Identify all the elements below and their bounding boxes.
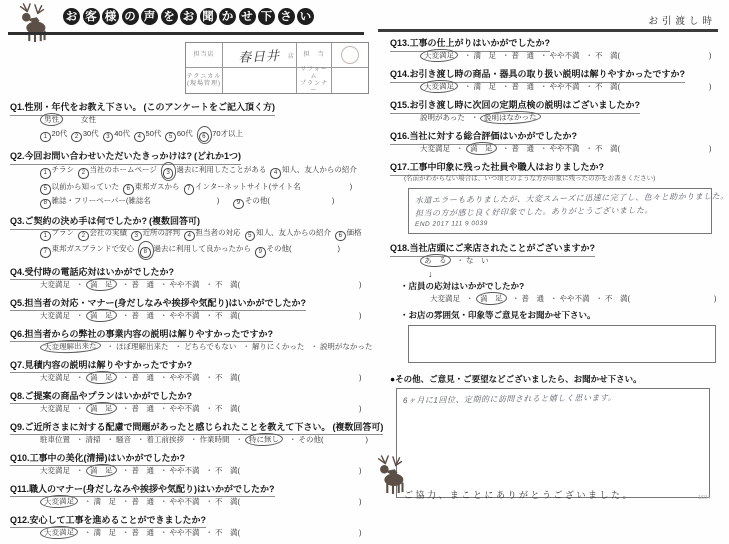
option-separator: ・ bbox=[160, 496, 168, 506]
option-separator: ・ bbox=[540, 82, 548, 91]
options-line bbox=[40, 309, 364, 322]
options-line bbox=[420, 142, 718, 155]
option-separator: ・ bbox=[122, 372, 130, 382]
planner-cell: リフォーム プランナー bbox=[297, 68, 332, 93]
option-separator: ・ bbox=[160, 403, 168, 413]
option: 1 20代 bbox=[40, 129, 67, 138]
option-separator: ・ bbox=[464, 82, 472, 91]
option: 満 足 bbox=[93, 527, 116, 537]
option: 大変満足 bbox=[420, 48, 458, 62]
option-separator: ・ bbox=[512, 294, 520, 303]
option: 不 満( bbox=[215, 496, 240, 506]
option: 満 足 bbox=[85, 370, 116, 384]
option-separator: ・ bbox=[310, 341, 318, 351]
option-separator: ・ bbox=[585, 51, 593, 60]
option-separator: ・ bbox=[540, 51, 548, 60]
staff-name-cell bbox=[223, 43, 297, 68]
option: 普 通 bbox=[511, 144, 534, 153]
option: 2 会社の実績 bbox=[78, 228, 127, 237]
option-separator: ・ bbox=[205, 496, 213, 506]
question-q2: Q2.今回お問い合わせいただいたきっかけは? (どれか1つ) 1 チラシ 2 当社のホームページ 3 過去に利用したことがある 4 知人、友人からの紹介 5 以前から知っていた 6 東邦ガスから 7 インターネットサイト(サイト名 ) 8 雑誌・フリーペーパー(雑誌名 ) 9 その他( ) bbox=[10, 149, 364, 209]
option: ) bbox=[337, 244, 340, 254]
option-separator: ・ bbox=[502, 82, 510, 91]
option: 普 通 bbox=[131, 372, 154, 382]
option: 大変満足 bbox=[40, 372, 70, 382]
option: 大変満足 bbox=[420, 79, 458, 93]
staff-col3-header: 担 当 bbox=[297, 43, 332, 68]
option-separator: ・ bbox=[205, 465, 213, 475]
option: ) bbox=[709, 51, 712, 60]
option: やや不満 bbox=[559, 294, 590, 303]
option-separator: ・ bbox=[235, 434, 243, 444]
option: 不 満( bbox=[215, 279, 240, 289]
option: 2 30代 bbox=[71, 129, 98, 138]
impression-comment-box bbox=[408, 188, 729, 234]
option-separator: ・ bbox=[122, 527, 130, 537]
question-q8: Q8.ご提案の商品やプランはいかがでしたか? 大変満足 ・ 満 足 ・ 普 通 ・ やや不満 ・ 不 満( ) bbox=[10, 389, 364, 415]
circled-number-icon: 1 bbox=[40, 231, 51, 242]
thanks-footer: ご協力、まことにありがとうございました。 bbox=[404, 490, 635, 500]
option: 説明はなかった bbox=[480, 110, 541, 125]
option-separator: ・ bbox=[137, 434, 145, 444]
option: やや不満 bbox=[169, 279, 200, 289]
option: 大変満足 bbox=[40, 465, 70, 475]
circled-number-icon: 3 bbox=[131, 231, 142, 242]
option-separator: ・ bbox=[464, 51, 472, 60]
option: 9 その他( bbox=[255, 244, 292, 253]
options-line bbox=[40, 340, 373, 353]
title-circle: さ bbox=[278, 8, 295, 25]
option-separator: ・ bbox=[76, 372, 84, 382]
option: 普 通 bbox=[131, 465, 154, 475]
option: やや不満 bbox=[169, 527, 200, 537]
technical-cell: テクニカル (現場管理) bbox=[186, 68, 223, 93]
hand-circle-mark bbox=[138, 241, 154, 259]
option: 普 通 bbox=[131, 310, 154, 320]
option-separator: ・ bbox=[502, 51, 510, 60]
title-circle: い bbox=[297, 8, 314, 25]
option: 清掃 bbox=[85, 434, 101, 444]
options-line bbox=[40, 371, 364, 384]
store-suffix: 店 bbox=[287, 54, 294, 60]
options-line bbox=[40, 241, 364, 259]
option: ) bbox=[365, 434, 368, 444]
right-header-rule bbox=[378, 29, 718, 32]
option-separator: ・ bbox=[160, 465, 168, 475]
option: 着工前挨拶 bbox=[146, 434, 184, 444]
hand-circle-mark bbox=[161, 162, 177, 180]
option: やや不満 bbox=[169, 465, 200, 475]
option: 特に無し bbox=[245, 432, 283, 446]
option: ) bbox=[359, 527, 362, 537]
option: 3 近所の評判 bbox=[131, 228, 180, 237]
title-circle: 下 bbox=[258, 8, 275, 25]
option: 満 足 bbox=[473, 82, 496, 91]
option: 5 60代 bbox=[165, 129, 192, 138]
option: ) bbox=[359, 372, 362, 382]
option-separator: ・ bbox=[540, 144, 548, 153]
option: 4 担当者の対応 bbox=[184, 228, 241, 237]
shop-impression-box bbox=[408, 325, 716, 363]
question-q10: Q10.工事中の美化(清掃)はいかがでしたか? 大変満足 ・ 満 足 ・ 普 通 ・ やや不満 ・ 不 満( ) bbox=[10, 451, 364, 477]
other-comments-box bbox=[396, 388, 710, 498]
option-separator: ・ bbox=[76, 465, 84, 475]
option: やや不満 bbox=[549, 51, 580, 60]
option: 不 満( bbox=[215, 372, 240, 382]
option: 8 雑誌・フリーペーパー(雑誌名 bbox=[40, 196, 151, 205]
option: やや不満 bbox=[169, 496, 200, 506]
question-q14: Q14.お引き渡し時の商品・器具の取り扱い説明は解りやすかったですか? 大変満足 ・ 満 足 ・ 普 通 ・ やや不満 ・ 不 満( ) bbox=[390, 67, 718, 93]
option: ) bbox=[331, 195, 335, 205]
option: 女性 bbox=[81, 115, 96, 124]
option: ) bbox=[359, 465, 362, 475]
title-circle: 様 bbox=[102, 8, 119, 25]
circled-number-icon: 4 bbox=[270, 168, 281, 179]
option: 不 満( bbox=[215, 403, 240, 413]
option: 不 満( bbox=[215, 527, 240, 537]
option-separator: ・ bbox=[550, 294, 558, 303]
question-q7: Q7.見積内容の説明は解りやすかったですか? 大変満足 ・ 満 足 ・ 普 通 ・ やや不満 ・ 不 満( ) bbox=[10, 358, 364, 384]
option: 満 足 bbox=[85, 401, 116, 415]
option-separator: ・ bbox=[242, 341, 250, 351]
option: 1 チラシ bbox=[40, 165, 74, 174]
option: ) bbox=[359, 279, 362, 289]
staff-table bbox=[185, 42, 369, 94]
option: 不 満( bbox=[215, 465, 240, 475]
option-separator: ・ bbox=[585, 144, 593, 153]
option-separator: ・ bbox=[76, 403, 84, 413]
options-line bbox=[420, 80, 718, 93]
option-separator: ・ bbox=[160, 310, 168, 320]
option-separator: ・ bbox=[205, 279, 213, 289]
option-separator: ・ bbox=[76, 310, 84, 320]
circled-number-icon: 6 bbox=[199, 132, 210, 143]
circled-number-icon: 5 bbox=[245, 231, 256, 242]
options-line bbox=[40, 227, 364, 241]
question-q12: Q12.安心して工事を進めることができましたか? 大変満足 ・ 満 足 ・ 普 通 ・ やや不満 ・ 不 満( ) bbox=[10, 513, 364, 539]
option-separator: ・ bbox=[122, 465, 130, 475]
option: ほぼ理解出来た bbox=[116, 341, 169, 351]
option: ) bbox=[359, 310, 362, 320]
option-separator: ・ bbox=[595, 294, 603, 303]
option: 7 インターネットサイト(サイト名 bbox=[184, 182, 301, 191]
option: 満 足 bbox=[93, 496, 116, 506]
circled-number-icon: 2 bbox=[71, 132, 82, 143]
circled-number-icon: 5 bbox=[165, 132, 176, 143]
option: 7 東邦ガスブランドで安心 bbox=[40, 244, 134, 253]
hanko-stamp-icon bbox=[341, 46, 359, 64]
option: 1 プラン bbox=[40, 228, 74, 237]
option: ) bbox=[714, 294, 717, 303]
circled-number-icon: 8 bbox=[40, 199, 51, 210]
circled-number-icon: 6 bbox=[123, 184, 134, 195]
circled-number-icon: 7 bbox=[40, 247, 51, 258]
option: 2 当社のホームページ bbox=[78, 165, 157, 174]
handwritten-text: 6ヶ月に1回位、定期的に訪問されると嬉しく思います。 bbox=[402, 393, 617, 406]
option: 5 知人、友人からの紹介 bbox=[245, 228, 332, 237]
option: 普 通 bbox=[521, 294, 544, 303]
option: その他( bbox=[298, 434, 324, 444]
title-circle: 声 bbox=[141, 8, 158, 25]
circled-number-icon: 3 bbox=[163, 168, 174, 179]
option: やや不満 bbox=[169, 372, 200, 382]
planner-name-cell bbox=[332, 68, 368, 93]
handwritten-text: 水道エラーもありましたが、大変スムーズに迅速に完了し、色々と助かりました。 bbox=[414, 191, 729, 206]
options-line bbox=[40, 402, 364, 415]
option-separator: ・ bbox=[76, 279, 84, 289]
option-separator: ・ bbox=[122, 403, 130, 413]
option-separator: ・ bbox=[160, 527, 168, 537]
option: 大変満足 bbox=[430, 294, 460, 303]
option: 5 以前から知っていた bbox=[40, 182, 119, 191]
option: 3 40代 bbox=[103, 129, 130, 138]
options-line bbox=[40, 126, 364, 144]
option: ) bbox=[359, 496, 362, 506]
question-q3: Q3.ご契約の決め手は何でしたか? (複数回答可) 1 プラン 2 会社の実績 3 近所の評判 4 担当者の対応 5 知人、友人からの紹介 6 価格 7 東邦ガスブランドで安心 8 過去に利用して良かったから 9 その他( ) bbox=[10, 214, 364, 260]
question-q17: Q17.工事中印象に残った社員や職人はおりましたか? (名前がわからない場合は、いつ頃どのような方が印象に残ったのかをお書きください) bbox=[390, 160, 718, 183]
title-circle: お bbox=[180, 8, 197, 25]
option-separator: ・ bbox=[470, 113, 479, 122]
option: 普 通 bbox=[131, 279, 154, 289]
option-separator: ・ bbox=[456, 256, 464, 265]
options-line bbox=[420, 49, 718, 62]
option-separator: ・ bbox=[502, 144, 510, 153]
circled-number-icon: 2 bbox=[78, 168, 89, 179]
option: 男性 bbox=[40, 113, 63, 127]
option-separator: ・ bbox=[205, 527, 213, 537]
options-line bbox=[40, 162, 364, 180]
option: ) bbox=[349, 181, 353, 191]
option: やや不満 bbox=[169, 310, 200, 320]
option: 説明がなかった bbox=[319, 341, 373, 351]
option: 大変満足 bbox=[40, 310, 70, 320]
option-separator: ・ bbox=[160, 372, 168, 382]
page-number: 1604 bbox=[698, 495, 711, 501]
options-line bbox=[40, 433, 368, 446]
header-rule bbox=[8, 32, 364, 35]
circled-number-icon: 7 bbox=[184, 184, 195, 195]
circled-number-icon: 9 bbox=[255, 247, 266, 258]
option: やや不満 bbox=[549, 82, 580, 91]
circled-number-icon: 4 bbox=[134, 132, 145, 143]
options-line bbox=[40, 278, 364, 291]
option: 説明があった bbox=[420, 113, 465, 122]
hand-circle-mark bbox=[197, 126, 213, 144]
option: あ る bbox=[420, 253, 451, 267]
circled-number-icon: 6 bbox=[335, 231, 346, 242]
title-circle: の bbox=[122, 8, 139, 25]
option-separator: ・ bbox=[205, 310, 213, 320]
options-line bbox=[40, 464, 364, 477]
option-separator: ・ bbox=[122, 310, 130, 320]
option: 6 価格 bbox=[335, 228, 362, 237]
option: 不 満( bbox=[595, 51, 620, 60]
question-q6: Q6.担当者からの弊社の事業内容の説明は解りやすかったですか? 大変理解出来た ・ ほぼ理解出来た ・ どちらでもない ・ 解りにくかった ・ 説明がなかった bbox=[10, 327, 364, 353]
handwritten-text: END 2017 111 9 0039 bbox=[414, 220, 488, 229]
title-circle: 聞 bbox=[200, 8, 217, 25]
option: 不 満( bbox=[595, 82, 620, 91]
option: 不 満( bbox=[605, 294, 630, 303]
circled-number-icon: 1 bbox=[40, 168, 51, 179]
question-q4: Q4.受付時の電話応対はいかがでしたか? 大変満足 ・ 満 足 ・ 普 通 ・ やや不満 ・ 不 満( ) bbox=[10, 265, 364, 291]
option: 不 満( bbox=[215, 310, 240, 320]
option: 作業時間 bbox=[199, 434, 230, 444]
option-separator: ・ bbox=[106, 341, 114, 351]
left-page bbox=[8, 0, 384, 538]
option-separator: ・ bbox=[122, 496, 130, 506]
title-circle: 客 bbox=[83, 8, 100, 25]
right-page-title: お引渡し時 bbox=[648, 16, 716, 27]
option: 9 その他( bbox=[233, 196, 270, 205]
option: やや不満 bbox=[169, 403, 200, 413]
options-line bbox=[40, 526, 364, 539]
sub-question: ・お店の雰囲気・印象等ご意見をお聞かせ下さい。 bbox=[400, 310, 596, 320]
option-separator: ・ bbox=[456, 144, 464, 153]
option: ) bbox=[709, 144, 712, 153]
circled-number-icon: 2 bbox=[78, 231, 89, 242]
question-q15: Q15.お引き渡し時に次回の定期点検の説明はございましたか? 説明があった ・ 説明はなかった bbox=[390, 98, 718, 124]
option: 大変満足 bbox=[40, 494, 78, 508]
option: 8 過去に利用して良かったから bbox=[138, 244, 251, 253]
staff-col1-header: 担当店 bbox=[186, 43, 223, 68]
option: 不 満( bbox=[595, 144, 620, 153]
right-page bbox=[378, 0, 729, 512]
question-note: (名前がわからない場合は、いつ頃どのような方が印象に残ったのかをお書きください) bbox=[404, 175, 656, 182]
option: 満 足 bbox=[465, 141, 496, 155]
circled-number-icon: 1 bbox=[40, 132, 51, 143]
option: 満 足 bbox=[85, 277, 116, 291]
option-separator: ・ bbox=[205, 372, 213, 382]
options-line bbox=[40, 495, 364, 508]
option: 普 通 bbox=[511, 82, 534, 91]
title-circle: を bbox=[161, 8, 178, 25]
option-separator: ・ bbox=[205, 403, 213, 413]
options-line bbox=[430, 292, 718, 305]
option: 満 足 bbox=[85, 308, 116, 322]
option-separator: ・ bbox=[585, 82, 593, 91]
option: 普 通 bbox=[131, 403, 154, 413]
option-separator: ・ bbox=[289, 434, 297, 444]
other-comments-label: ●その他、ご意見・ご要望などございましたら、お聞かせ下さい。 bbox=[390, 374, 642, 384]
circled-number-icon: 3 bbox=[103, 132, 114, 143]
title-circles bbox=[63, 7, 317, 25]
option-separator: ・ bbox=[76, 434, 84, 444]
option: 3 過去に利用したことがある bbox=[161, 165, 267, 174]
options-line bbox=[40, 195, 364, 209]
option-separator: ・ bbox=[84, 496, 92, 506]
question-q18: Q18.当社店頭にご来店されたことがございますか? あ る ・ な い bbox=[390, 241, 718, 267]
handwritten-text: 担当の方が感じ良く好印象でした。ありがとうございました。 bbox=[414, 205, 654, 219]
circled-number-icon: 8 bbox=[140, 247, 151, 258]
circled-number-icon: 5 bbox=[40, 184, 51, 195]
option: 6 70才以上 bbox=[197, 129, 243, 138]
option: ) bbox=[709, 82, 712, 91]
option-separator: ・ bbox=[84, 527, 92, 537]
option: 駐車位置 bbox=[40, 434, 70, 444]
down-arrow-icon: ↓ bbox=[428, 269, 433, 279]
option: 普 通 bbox=[131, 527, 154, 537]
option-separator: ・ bbox=[160, 279, 168, 289]
option: 4 知人、友人からの紹介 bbox=[270, 165, 357, 174]
option: ) bbox=[216, 195, 220, 205]
option: 4 50代 bbox=[134, 129, 161, 138]
deer-logo-icon bbox=[12, 1, 54, 43]
option: 解りにくかった bbox=[251, 341, 305, 351]
option: な い bbox=[466, 256, 489, 265]
question-q5: Q5.担当者の対応・マナー(身だしなみや挨拶や気配り)はいかがでしたか? 大変満足 ・ 満 足 ・ 普 通 ・ やや不満 ・ 不 満( ) bbox=[10, 296, 364, 322]
option: やや不満 bbox=[549, 144, 580, 153]
option: 普 通 bbox=[511, 51, 534, 60]
option: 大変満足 bbox=[420, 144, 450, 153]
question-q11: Q11.職人のマナー(身だしなみや挨拶や気配り)はいかがでしたか? 大変満足 ・ 満 足 ・ 普 通 ・ やや不満 ・ 不 満( ) bbox=[10, 482, 364, 508]
option-separator: ・ bbox=[106, 434, 114, 444]
option: 大変満足 bbox=[40, 403, 70, 413]
question-q1: Q1.性別・年代をお教え下さい。 (このアンケートをご記入頂く方) 男性 女性 1 20代 2 30代 3 40代 4 50代 5 60代 6 70才以上 bbox=[10, 100, 364, 144]
question-q16: Q16.当社に対する総合評価はいかがでしたか? 大変満足 ・ 満 足 ・ 普 通 ・ やや不満 ・ 不 満( ) bbox=[390, 129, 718, 155]
question-q13: Q13.工事の仕上がりはいかがでしたか? 大変満足 ・ 満 足 ・ 普 通 ・ やや不満 ・ 不 満( ) bbox=[390, 36, 718, 62]
circled-number-icon: 9 bbox=[233, 199, 244, 210]
right-questions bbox=[390, 36, 729, 505]
left-questions bbox=[10, 100, 384, 544]
option: ) bbox=[359, 403, 362, 413]
circled-number-icon: 4 bbox=[184, 231, 195, 242]
sub-question: ・店員の応対はいかがでしたか? 大変満足 ・ 満 足 ・ 普 通 ・ やや不満 ・ 不 満( ) bbox=[400, 280, 718, 305]
option: 普 通 bbox=[131, 496, 154, 506]
option-separator: ・ bbox=[122, 279, 130, 289]
option: 大変理解出来た bbox=[40, 338, 101, 353]
option: 満 足 bbox=[473, 51, 496, 60]
option-separator: ・ bbox=[174, 341, 182, 351]
handwritten-store-name: 春日井 bbox=[238, 47, 281, 65]
option-separator: ・ bbox=[190, 434, 198, 444]
stamp-cell bbox=[332, 43, 368, 68]
question-q9: Q9.ご近所さまに対する配慮で問題があったと感じられたことを教えて下さい。 (複数回答可) 駐車位置 ・ 清掃 ・ 騒音 ・ 着工前挨拶 ・ 作業時間 ・ 特に無し ・ その他( ) bbox=[10, 420, 364, 446]
option: 満 足 bbox=[475, 291, 506, 305]
option: 大変満足 bbox=[40, 279, 70, 289]
options-line bbox=[40, 181, 364, 195]
option: 騒音 bbox=[116, 434, 131, 444]
option: 大変満足 bbox=[40, 525, 78, 539]
title-circle: せ bbox=[239, 8, 256, 25]
title-circle: か bbox=[219, 8, 236, 25]
option: どちらでもない bbox=[184, 341, 237, 351]
title-circle: お bbox=[63, 8, 80, 25]
option: 満 足 bbox=[85, 463, 116, 477]
option: 6 東邦ガスから bbox=[123, 182, 180, 191]
technical-name-cell bbox=[223, 68, 297, 93]
option-separator: ・ bbox=[466, 294, 474, 303]
